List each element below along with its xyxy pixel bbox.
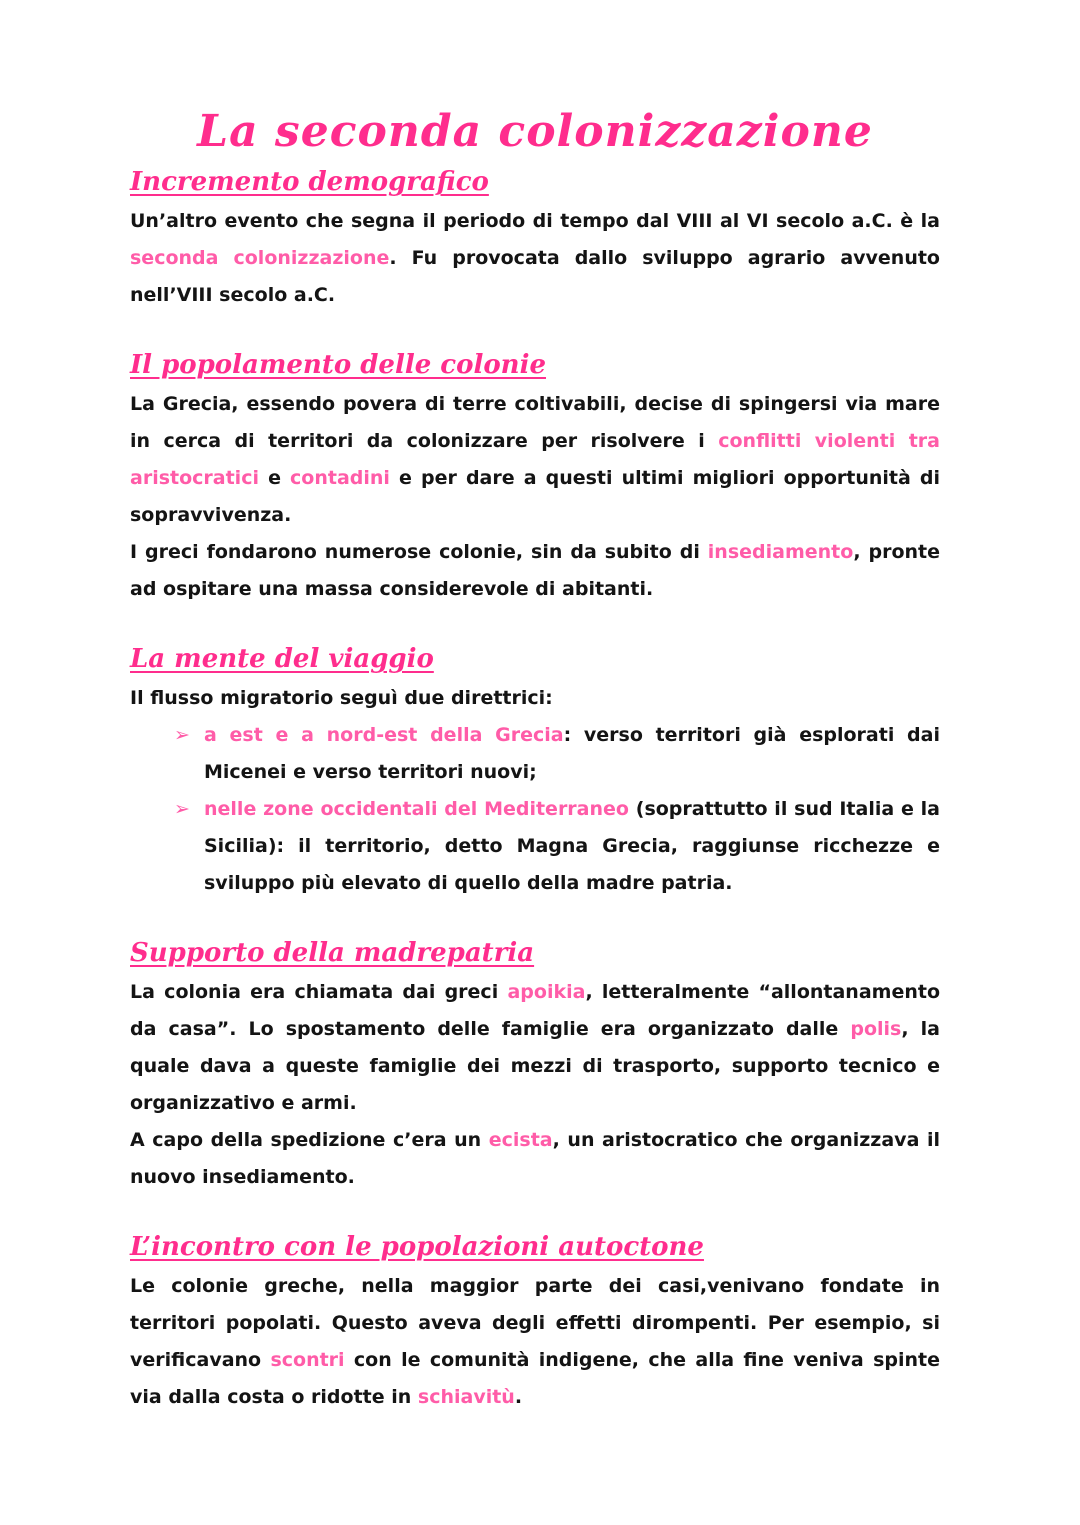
highlighted-text: polis [850, 1018, 902, 1040]
text-segment: , un aristocratico che organizzava il nuovo insediamento. [130, 1129, 940, 1188]
bullet-arrow-icon: ➢ [174, 724, 190, 746]
text-segment: A capo della spedizione c’era un [130, 1129, 489, 1151]
paragraph [130, 203, 940, 314]
sections [130, 167, 940, 1416]
section [130, 644, 940, 902]
paragraph [130, 534, 940, 608]
text-segment: La colonia era chiamata dai greci [130, 981, 508, 1003]
highlighted-text: insediamento [707, 541, 854, 563]
bullet-text [204, 717, 940, 791]
text-segment: (soprattutto il sud Italia e la Sicilia): il territorio, detto Magna Grecia, raggiunse ricchezze e sviluppo più elevato di quello della madre patria. [204, 798, 940, 894]
text-segment: : verso territori già esplorati dai Micenei e verso territori nuovi; [204, 724, 940, 783]
section [130, 938, 940, 1196]
section-heading: Il popolamento delle colonie [130, 350, 546, 380]
text-segment: con le comunità indigene, che alla fine veniva spinte via dalla costa o ridotte in [130, 1349, 940, 1408]
text-segment: Le colonie greche, nella maggior parte dei casi,venivano fondate in territori popolati. Questo aveva degli effetti dirompenti. Per esempio, si verificavano [130, 1275, 940, 1371]
highlighted-text: scontri [270, 1349, 345, 1371]
text-segment: . Fu provocata dallo sviluppo agrario avvenuto nell’VIII secolo a.C. [130, 247, 940, 306]
text-segment: I greci fondarono numerose colonie, sin da subito di [130, 541, 708, 563]
section-heading: La mente del viaggio [130, 644, 434, 674]
highlighted-text: nelle zone occidentali del Mediterraneo [204, 798, 629, 820]
text-segment: e per dare a questi ultimi migliori opportunità di sopravvivenza. [130, 467, 940, 526]
paragraph [130, 386, 940, 534]
paragraph [130, 1268, 940, 1416]
text-segment: e [258, 467, 291, 489]
text-segment: , la quale dava a queste famiglie dei mezzi di trasporto, supporto tecnico e organizzativo e armi. [130, 1018, 941, 1114]
paragraph [130, 974, 940, 1122]
bullet-item [130, 717, 940, 791]
text-segment: Un’altro evento che segna il periodo di tempo dal VIII al VI secolo a.C. è la [130, 210, 940, 232]
bullet-text [204, 791, 940, 902]
paragraph [130, 1122, 940, 1196]
highlighted-text: ecista [488, 1129, 553, 1151]
section [130, 167, 940, 314]
highlighted-text: seconda colonizzazione [130, 247, 390, 269]
section [130, 350, 940, 608]
text-segment: , letteralmente “allontanamento da casa”. Lo spostamento delle famiglie era organizzato dalle [130, 981, 940, 1040]
bullet-arrow-icon: ➢ [174, 798, 190, 820]
section-heading: Incremento demografico [130, 167, 489, 197]
highlighted-text: schiavitù [417, 1386, 515, 1408]
page-title: La seconda colonizzazione [197, 106, 873, 157]
section [130, 1232, 940, 1416]
bullet-item [130, 791, 940, 902]
text-segment: Il flusso migratorio seguì due direttrici: [130, 687, 553, 709]
text-segment: . [514, 1386, 523, 1408]
paragraph [130, 680, 940, 717]
text-segment: , pronte ad ospitare una massa considerevole di abitanti. [130, 541, 940, 600]
highlighted-text: apoikia [507, 981, 586, 1003]
text-segment: La Grecia, essendo povera di terre coltivabili, decise di spingersi via mare in cerca di territori da colonizzare per risolvere i [130, 393, 940, 452]
section-heading: L’incontro con le popolazioni autoctone [130, 1232, 704, 1262]
highlighted-text: a est e a nord-est della Grecia [204, 724, 564, 746]
section-heading: Supporto della madrepatria [130, 938, 535, 968]
highlighted-text: contadini [290, 467, 390, 489]
highlighted-text: conflitti violenti tra aristocratici [130, 430, 940, 489]
